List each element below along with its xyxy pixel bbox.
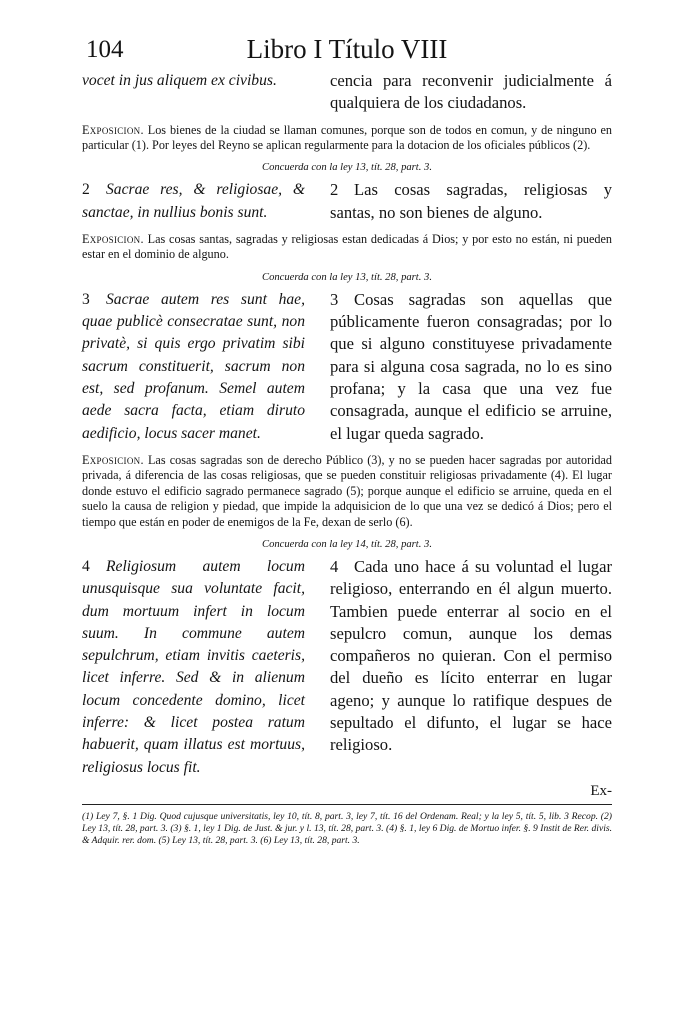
latin-text xyxy=(82,179,305,224)
concordance-1: Concuerda con la ley 13, tít. 28, part. 3. xyxy=(262,162,432,174)
spanish-text xyxy=(330,179,612,224)
running-title: Libro I Título VIII xyxy=(246,34,448,64)
exposition-text: Las cosas santas, sagradas y religiosas estan dedicadas á Dios; y por esto no están, ni pueden estar en el dominio de alguno. xyxy=(82,232,613,262)
section-3 xyxy=(82,289,612,445)
section-1-continuation xyxy=(82,70,612,115)
paragraph-number: 3 xyxy=(82,290,90,308)
exposition-text: Los bienes de la ciudad se llaman comunes, porque son de todos en comun, y de ninguno en particular (1). Por leyes del Reyno se aplican regularmente para la dotacion de los oficiales públicos (2). xyxy=(82,122,613,152)
book-page xyxy=(82,30,612,847)
footnote-divider xyxy=(82,804,612,805)
latin-body: Sacrae res, & religiosae, & sanctae, in nullius bonis sunt. xyxy=(82,181,305,221)
exposition-label: Exposicion. xyxy=(82,232,144,246)
page-number: 104 xyxy=(86,36,124,63)
exposition-3 xyxy=(82,453,612,530)
paragraph-number: 4 xyxy=(330,556,339,576)
paragraph-number: 3 xyxy=(330,289,339,309)
exposition-text: Las cosas sagradas son de derecho Público (3), y no se pueden hacer sagradas por autoridad privada, á diferencia de las cosas religiosas, que se pueden constituir religiosas privadamente (4). El lugar donde estuvo el edificio sagrado permanece sagrado (5); porque aunque el edificio se arruine, queda en el suelo la causa de religion y piedad, que impide la adquisicion de lo que una vez se dedicó á Dios; pero el tiempo que están en poder de enemigos de la Fe, dexan de serlo (6). xyxy=(82,452,612,529)
exposition-label: Exposicion. xyxy=(82,452,144,467)
spanish-body: Cosas sagradas son aquellas que públicamente fueron consagradas; por lo que si alguno constituyese privadamente para si alguna cosa sagrada, no lo es sino profana; y la casa que una vez fue consagrada, aunque el edificio se arruine, el lugar queda sagrado. xyxy=(330,289,612,443)
spanish-text: cencia para reconvenir judicialmente á qualquiera de los ciudadanos. xyxy=(330,71,612,113)
page-header xyxy=(82,30,612,70)
footnotes: (1) Ley 7, §. 1 Dig. Quod cujusque universitatis, ley 10, tít. 8, part. 3, ley 7, tít. 16 del Ordenam. Real; y la ley 5, tít. 5, lib. 3 Recop. (2) Ley 13, tít. 28, part. 3. (3) §. 1, ley 1 Dig. de Just. & jur. y l. 13, tít. 28, part. 3. (4) §. 1, ley 6 Dig. de Mortuo infer. §. 9 Instit de Rer. divis. & Adquir. rer. dom. (5) Ley 13, tít. 28, part. 3. (6) Ley 13, tít. 28, part. 3. xyxy=(82,810,612,846)
paragraph-number: 2 xyxy=(82,181,90,199)
concordance-2: Concuerda con la ley 13, tít. 28, part. 3. xyxy=(262,271,432,283)
section-2 xyxy=(82,179,612,224)
catchword: Ex- xyxy=(590,782,612,799)
exposition-2 xyxy=(82,232,612,263)
spanish-body: Cada uno hace á su voluntad el lugar religioso, enterrando en él algun muerto. Tambien puede enterrar al socio en el sepulcro comun, aunque los demas compañeros no quieran. Con el permiso del dueño es lícito enterrar en lugar ageno; y aunque lo ratifique despues de sepultado el difunto, el lugar se hace religioso. xyxy=(330,556,612,755)
latin-text xyxy=(82,289,305,445)
concordance-3: Concuerda con la ley 14, tít. 28, part. 3. xyxy=(262,538,432,550)
latin-text xyxy=(82,556,305,779)
spanish-text xyxy=(330,289,612,445)
exposition-label: Exposicion. xyxy=(82,122,144,137)
latin-text: vocet in jus aliquem ex civibus. xyxy=(82,72,277,89)
spanish-text xyxy=(330,556,612,779)
latin-body: Sacrae autem res sunt hae, quae publicè consecratae sunt, non privatè, si quis ergo privatim sibi sacrum constituerit, sacrum non est, sed profanum. Semel autem aede sacra facta, etiam diruto aedificio, locus sacer manet. xyxy=(82,290,305,442)
section-4 xyxy=(82,556,612,779)
exposition-1 xyxy=(82,123,612,154)
paragraph-number: 2 xyxy=(330,180,339,200)
latin-body: Religiosum autem locum unusquisque sua voluntate facit, dum mortuum infert in locum suum. In commune autem sepulchrum, etiam invitis caeteris, licet inferre. Sed & in alienum locum concedente domino, licet inferre: & licet postea ratum habuerit, quam illatus est mortuus, religiosus locus fit. xyxy=(82,557,305,776)
spanish-body: Las cosas sagradas, religiosas y santas, no son bienes de alguno. xyxy=(330,180,612,222)
paragraph-number: 4 xyxy=(82,557,90,575)
